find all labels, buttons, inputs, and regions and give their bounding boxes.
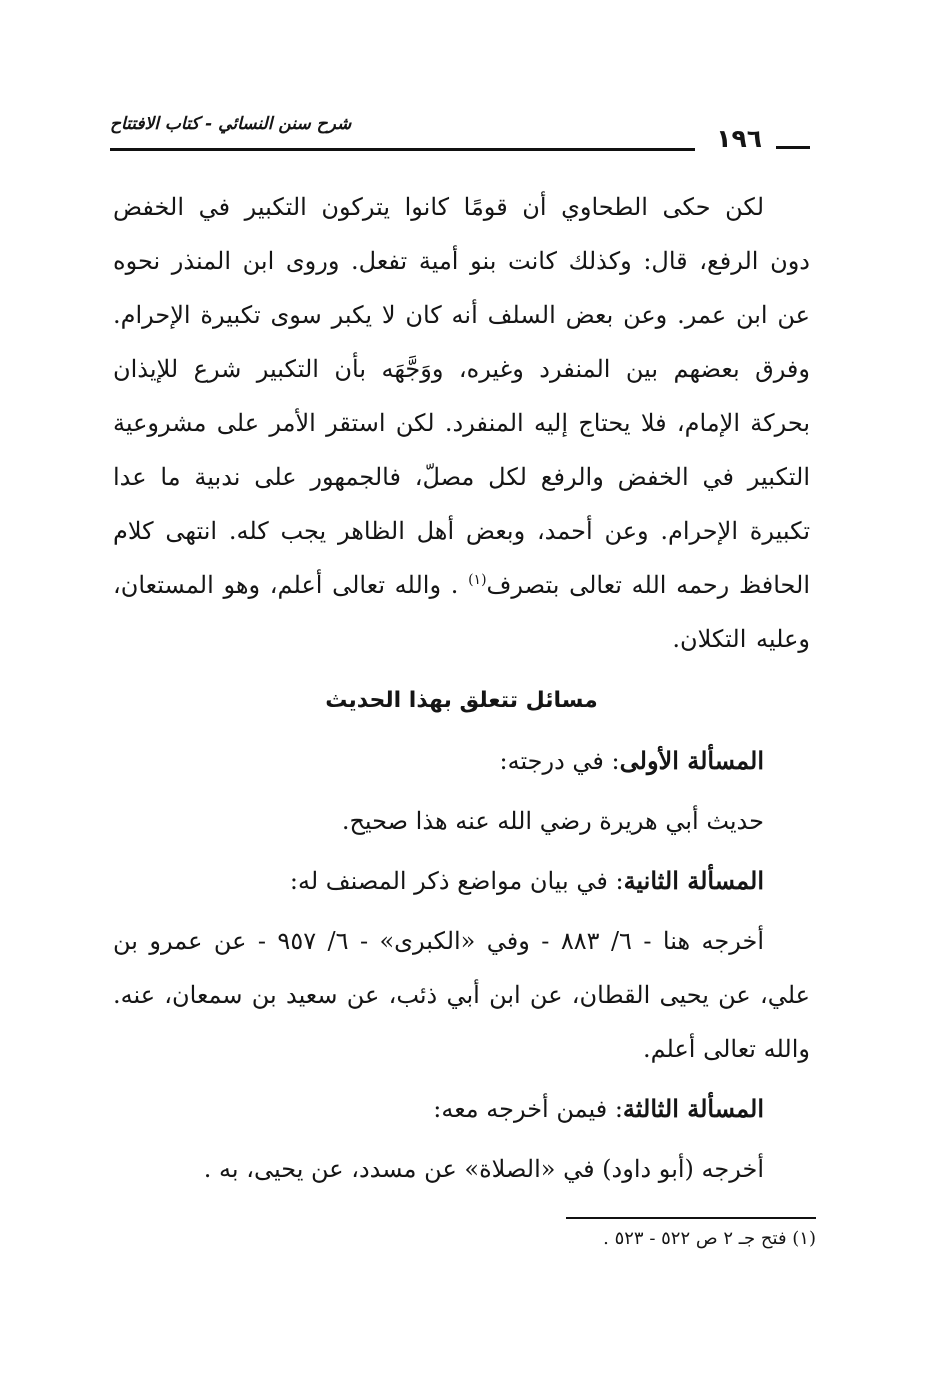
issue-1-body: حديث أبي هريرة رضي الله عنه هذا صحيح.	[341, 807, 764, 835]
body-text	[113, 180, 810, 1202]
header-title: شرح سنن النسائي - كتاب الافتتاح	[110, 114, 352, 134]
issue-3-title-text: : فيمن أخرجه معه:	[433, 1095, 623, 1123]
footnote-rule	[566, 1217, 816, 1219]
section-heading: مسائل تتعلق بهذا الحديث	[325, 688, 598, 713]
paragraph-continuation	[113, 180, 810, 666]
issue-3-body: أخرجه (أبو داود) في «الصلاة» عن مسدد، عن يحيى، به .	[203, 1155, 764, 1183]
issue-3-label: المسألة الثالثة	[622, 1094, 764, 1123]
paragraph-text-end: . والله تعالى أعلم، وهو المستعان، وعليه التكلان.	[113, 571, 810, 653]
page-number-dash	[776, 146, 810, 149]
footnote: (١) فتح جـ ٢ ص ٥٢٢ - ٥٢٣ .	[603, 1228, 816, 1249]
page-number: ١٩٦	[716, 124, 762, 153]
issue-2-title-text: : في بيان مواضع ذكر المصنف له:	[289, 867, 624, 895]
running-header	[110, 108, 810, 158]
issue-2-title	[113, 854, 810, 908]
issue-1-label: المسألة الأولى	[619, 746, 764, 775]
footnote-reference: (١)	[468, 572, 487, 588]
issue-1-title-text: : في درجته:	[499, 747, 620, 775]
issue-1-title	[113, 734, 810, 788]
header-rule	[110, 148, 695, 151]
paragraph-text: لكن حكى الطحاوي أن قومًا كانوا يتركون التكبير في الخفض دون الرفع، قال: وكذلك كانت بنو أمية تفعل. وروى ابن المنذر نحوه عن ابن عمر. وعن بعض السلف أنه كان لا يكبر سوى تكبيرة الإحرام. وفرق بعضهم بين المنفرد وغيره، ووَجَّهَه بأن التكبير شرع للإيذان بحركة الإمام، فلا يحتاج إليه المنفرد. لكن استقر الأمر على مشروعية التكبير في الخفض والرفع لكل مصلّ، فالجمهور على ندبية ما عدا تكبيرة الإحرام. وعن أحمد، وبعض أهل الظاهر يجب كله. انتهى كلام الحافظ رحمه الله تعالى بتصرف	[113, 193, 810, 599]
issue-2-body: أخرجه هنا - ٦/ ٨٨٣ - وفي «الكبرى» - ٦/ ٩٥٧ - عن عمرو بن علي، عن يحيى القطان، عن ابن أبي ذئب، عن سعيد بن سمعان، عنه. والله تعالى أعلم.	[113, 927, 810, 1063]
issue-2-label: المسألة الثانية	[623, 866, 764, 895]
issue-3-title	[113, 1082, 810, 1136]
